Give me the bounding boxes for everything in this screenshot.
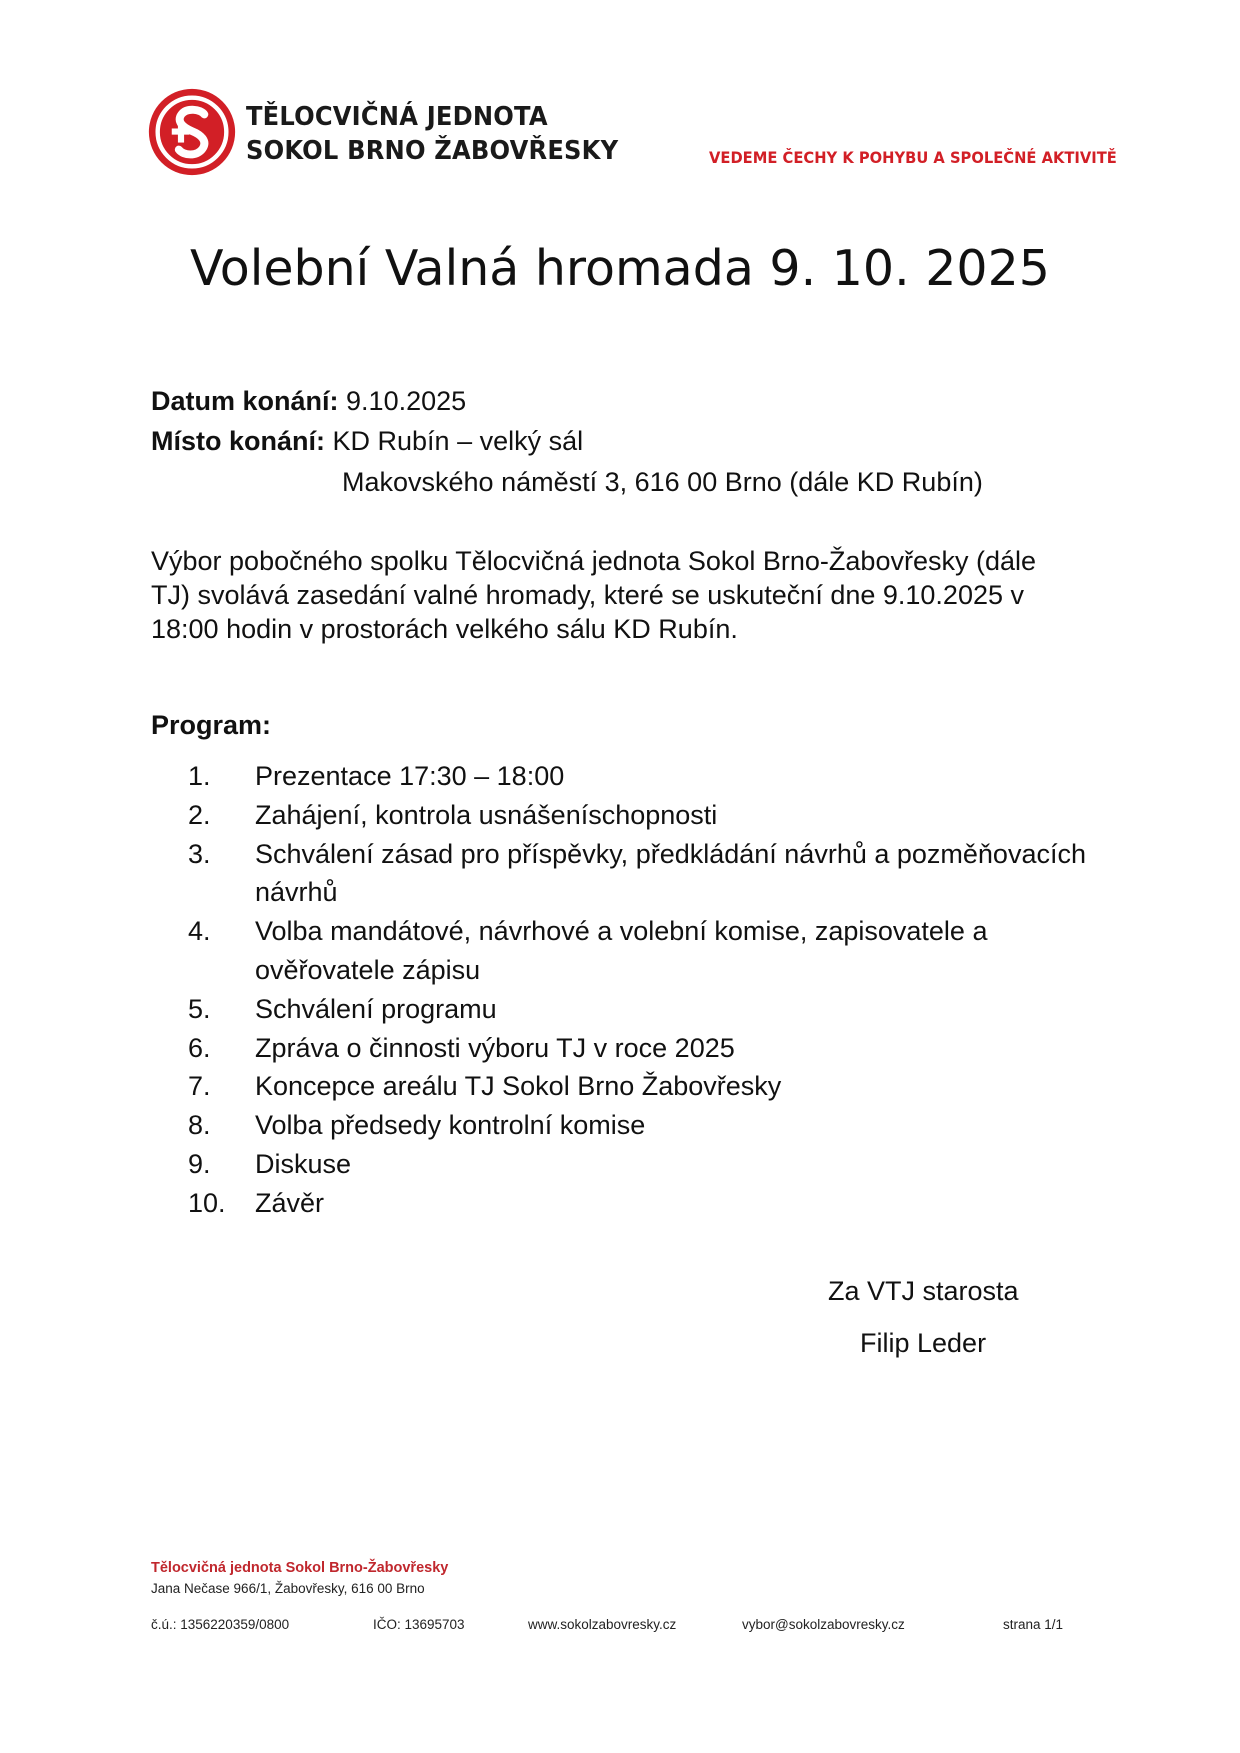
agenda-item bbox=[151, 757, 1091, 796]
organization-name-line1: TĚLOCVIČNÁ JEDNOTA bbox=[246, 102, 548, 132]
footer-ico: IČO: 13695703 bbox=[373, 1617, 465, 1632]
sokol-logo-icon bbox=[148, 88, 236, 176]
intro-paragraph: Výbor pobočného spolku Tělocvičná jednota Sokol Brno-Žabovřesky (dále TJ) svolává zasedání valné hromady, které se uskuteční dne 9.10.2025 v 18:00 hodin v prostorách velkého sálu KD Rubín. bbox=[151, 546, 1037, 644]
agenda-item bbox=[151, 796, 1091, 835]
agenda-item bbox=[151, 990, 1091, 1029]
agenda-item bbox=[151, 1029, 1091, 1068]
agenda-item-number: 4. bbox=[188, 916, 211, 947]
agenda-item-number: 2. bbox=[188, 799, 211, 830]
agenda-item bbox=[151, 1184, 1091, 1223]
agenda-item-number: 6. bbox=[188, 1032, 211, 1063]
document-title: Volební Valná hromada 9. 10. 2025 bbox=[190, 240, 1050, 297]
agenda-item-text: Volba mandátové, návrhové a volební komise, zapisovatele a ověřovatele zápisu bbox=[255, 916, 988, 985]
agenda-item bbox=[151, 1145, 1091, 1184]
footer-website: www.sokolzabovresky.cz bbox=[528, 1617, 677, 1632]
meeting-place-label: Místo konání: bbox=[151, 426, 325, 456]
footer-page-number: strana 1/1 bbox=[1003, 1617, 1064, 1632]
organization-name-line2: SOKOL BRNO ŽABOVŘESKY bbox=[246, 136, 619, 166]
agenda-item bbox=[151, 912, 1091, 990]
agenda-item bbox=[151, 1067, 1091, 1106]
signature-role: Za VTJ starosta bbox=[828, 1276, 1019, 1306]
meeting-address: Makovského náměstí 3, 616 00 Brno (dále KD Rubín) bbox=[342, 467, 983, 497]
agenda-item-number: 1. bbox=[188, 761, 211, 791]
meeting-date bbox=[151, 386, 466, 417]
slogan: VEDEME ČECHY K POHYBU A SPOLEČNÉ AKTIVITĚ bbox=[709, 148, 1117, 167]
meeting-date-label: Datum konání: bbox=[151, 386, 339, 416]
agenda-item-text: Zpráva o činnosti výboru TJ v roce 2025 bbox=[255, 1032, 735, 1063]
agenda-item-text: Koncepce areálu TJ Sokol Brno Žabovřesky bbox=[255, 1071, 782, 1102]
footer-organization: Tělocvičná jednota Sokol Brno-Žabovřesky bbox=[151, 1560, 449, 1576]
agenda-item-number: 8. bbox=[188, 1110, 211, 1141]
agenda-item-text: Schválení programu bbox=[255, 993, 497, 1024]
meeting-place bbox=[151, 426, 583, 457]
agenda-item-text: Diskuse bbox=[255, 1148, 352, 1179]
program-heading: Program: bbox=[151, 710, 272, 740]
meeting-place-value: KD Rubín – velký sál bbox=[332, 426, 584, 456]
signature-name: Filip Leder bbox=[860, 1328, 987, 1358]
agenda-item-number: 7. bbox=[188, 1071, 211, 1102]
footer-address: Jana Nečase 966/1, Žabovřesky, 616 00 Brno bbox=[151, 1581, 425, 1596]
agenda-item-text: Závěr bbox=[255, 1187, 325, 1218]
agenda-item bbox=[151, 1106, 1091, 1145]
agenda-item-number: 5. bbox=[188, 993, 211, 1024]
agenda-item-text: Prezentace 17:30 – 18:00 bbox=[255, 761, 565, 791]
agenda-item-text: Volba předsedy kontrolní komise bbox=[255, 1110, 646, 1141]
agenda-item-number: 9. bbox=[188, 1148, 211, 1179]
agenda-item-text: Zahájení, kontrola usnášeníschopnosti bbox=[255, 799, 718, 830]
footer-email: vybor@sokolzabovresky.cz bbox=[742, 1617, 905, 1632]
agenda-item-number: 3. bbox=[188, 838, 211, 869]
agenda-item bbox=[151, 835, 1091, 913]
agenda-item-number: 10. bbox=[188, 1187, 226, 1218]
footer-bank-account: č.ú.: 1356220359/0800 bbox=[151, 1617, 290, 1632]
agenda-list bbox=[151, 757, 1091, 1223]
meeting-date-value: 9.10.2025 bbox=[346, 386, 467, 416]
agenda-item-text: Schválení zásad pro příspěvky, předkládání návrhů a pozměňovacích návrhů bbox=[255, 838, 1086, 908]
organization-name bbox=[246, 100, 618, 168]
